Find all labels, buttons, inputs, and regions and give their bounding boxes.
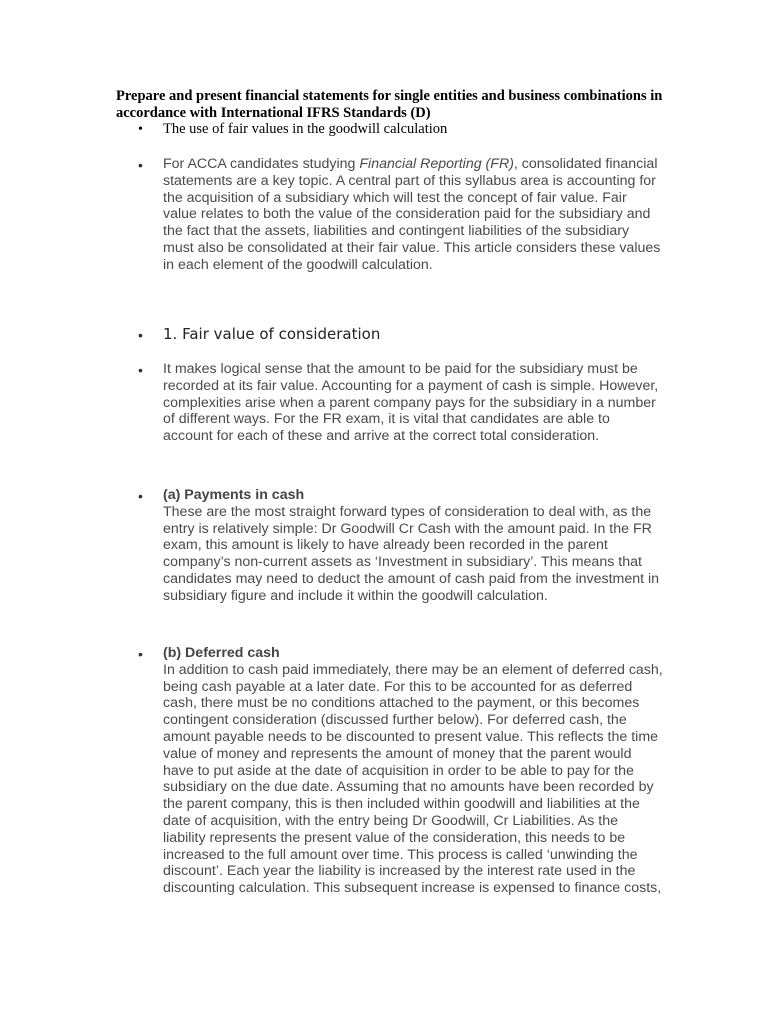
intro-emphasis: Financial Reporting (FR) [359, 156, 514, 172]
topic-item: The use of fair values in the goodwill calculation [163, 121, 448, 137]
payments-in-cash-item [163, 487, 663, 605]
deferred-cash-text: In addition to cash paid immediately, there may be an element of deferred cash, being cash payable at a later date. For this to be accounted for as deferred cash, there must be no conditions attached to the payment, or this becomes contingent consideration (discussed further below). For deferred cash, the amount payable needs to be discounted to present value. This reflects the time value of money and represents the amount of money that the parent would have to put aside at the date of acquisition in order to be able to pay for the subsidiary on the due date. Assuming that no amounts have been recorded by the parent company, this is then included within goodwill and liabilities at the date of acquisition, with the entry being Dr Goodwill, Cr Liabilities. As the liability represents the present value of the consideration, this needs to be increased to the full amount over time. This process is called ‘unwinding the discount’. Each year the liability is increased by the interest rate used in the discounting calculation. This subsequent increase is expensed to finance costs, [163, 661, 663, 897]
bullet-marker: • [138, 327, 143, 343]
deferred-cash-title: (b) Deferred cash [163, 645, 280, 661]
section1-paragraph: It makes logical sense that the amount to be paid for the subsidiary must be recorded at its fair value. Accounting for a payment of cash is simple. However, complexities arise when a parent company pays for the subsidiary in a number of different ways. For the FR exam, it is vital that candidates are able to account for each of these and arrive at the correct total consideration. [163, 361, 659, 445]
intro-text-before: For ACCA candidates studying [163, 156, 360, 172]
intro-text-after: , consolidated financial statements are a key topic. A central part of this syllabus area is accounting for the acquisition of a subsidiary which will test the concept of fair value. Fair value relates to both the value of the consideration paid for the subsidiary and the fact that the assets, liabilities and contingent liabilities of the subsidiary must also be consolidated at their fair value. This article considers these values in each element of the goodwill calculation. [163, 156, 661, 273]
document-heading: Prepare and present financial statements for single entities and business combinations in accordance with International IFRS Standards (D) [116, 88, 663, 121]
deferred-cash-item [163, 645, 663, 897]
payments-in-cash-title: (a) Payments in cash [163, 487, 305, 503]
bullet-marker: • [138, 646, 143, 662]
bullet-marker: • [138, 362, 143, 378]
section-title-fair-value: 1. Fair value of consideration [163, 325, 381, 343]
payments-in-cash-text: These are the most straight forward types of consideration to deal with, as the entry is relatively simple: Dr Goodwill Cr Cash with the amount paid. In the FR exam, this amount is likely to have already been recorded in the parent company’s non-current assets as ‘Investment in subsidiary’. This means that candidates may need to deduct the amount of cash paid from the investment in subsidiary figure and include it within the goodwill calculation. [163, 503, 660, 604]
intro-paragraph [163, 156, 663, 274]
bullet-marker: • [138, 157, 143, 173]
bullet-marker: • [138, 488, 143, 504]
bullet-marker: • [138, 122, 143, 137]
